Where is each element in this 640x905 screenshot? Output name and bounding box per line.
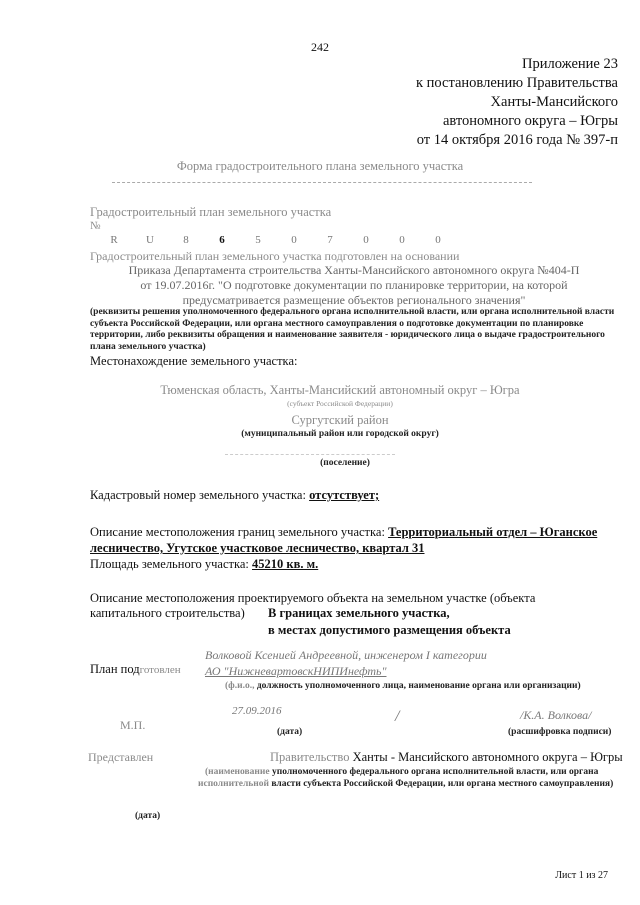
appendix-line-1: Приложение 23 (522, 56, 618, 72)
plan-code-cell: 0 (435, 234, 441, 246)
sheet-counter: Лист 1 из 27 (555, 870, 608, 881)
prepared-by-faded: готовлен (139, 664, 181, 676)
plan-code-cell: 0 (291, 234, 297, 246)
basis-line-1: Приказа Департамента строительства Ханты-Мансийского автономного округа №404-П (128, 263, 580, 277)
plan-code-cell: 5 (255, 234, 261, 246)
boundary-row (90, 524, 620, 540)
prepared-basis-label: Градостроительный план земельного участка подготовлен на основании (90, 249, 460, 263)
preparer-name-1: Волковой Ксенией Андреевной, инженером I категории (205, 648, 487, 662)
plan-code (96, 230, 456, 248)
submitted-value (270, 749, 623, 765)
basis-line-2: от 19.07.2016г. "О подготовке документации по планировке территории, на которой (140, 278, 568, 292)
cadastral-row (90, 487, 379, 503)
basis-note-line-1: (реквизиты решения уполномоченного федерального органа исполнительной власти, или органа исполнительной власти (90, 307, 615, 317)
cadastral-value: отсутствует; (309, 488, 380, 502)
object-line-1: Описание местоположения проектируемого объекта на земельном участке (объекта (90, 591, 536, 605)
submitted-note-1-text: уполномоченного федерального органа исполнительной власти, или органа (269, 767, 599, 777)
prepared-by-label (90, 661, 181, 678)
signature-decoding-note: (расшифровка подписи) (508, 727, 612, 737)
plan-code-cell: 0 (399, 234, 405, 246)
form-title: Форма градостроительного плана земельного участка (176, 159, 464, 173)
region-note: (субъект Российской Федерации) (287, 399, 393, 408)
location-label: Местонахождение земельного участка: (90, 354, 298, 368)
area-label: Площадь земельного участка: (90, 557, 249, 571)
basis-note-line-4: плана земельного участка) (90, 341, 206, 352)
submitted-value-text: Ханты - Мансийского автономного округа – Югры (349, 750, 623, 764)
appendix-line-3: Ханты-Мансийского (490, 94, 618, 110)
sign-date-note: (дата) (277, 727, 303, 737)
plan-code-cell: 7 (327, 234, 333, 246)
submitted-note-1-faded: (наименование (205, 767, 270, 777)
submitted-value-faded: Правительство (270, 750, 350, 764)
submitted-note-2-text: власти субъекта Российской Федерации, или органа местного самоуправления) (269, 779, 614, 789)
settlement-note: (поселение) (320, 458, 370, 468)
basis-note (90, 307, 620, 353)
plan-code-cell: 0 (363, 234, 369, 246)
basis-text (84, 263, 624, 308)
page-number: 242 (311, 40, 329, 54)
preparer-note (225, 681, 581, 693)
object-value-2: в местах допустимого размещения объекта (268, 623, 511, 637)
signature-mark: / (395, 708, 400, 725)
boundary-value-1: Территориальный отдел – Юганское (388, 525, 598, 539)
preparer-name-2: АО "НижневартовскНИПИнефть" (205, 664, 387, 678)
basis-line-3: предусматривается размещение объектов регионального значения" (182, 293, 526, 307)
preparer-note-text: должность уполномоченного лица, наименование органа или организации) (254, 681, 581, 691)
boundary-label: Описание местоположения границ земельного участка: (90, 525, 385, 539)
signer-name: /К.А. Волкова/ (520, 708, 592, 722)
preparer-note-faded: (ф.и.о., (225, 681, 255, 691)
district-note: (муниципальный район или городской округ) (241, 429, 439, 439)
object-value-1: В границах земельного участка, (268, 606, 450, 620)
district-value: Сургутский район (291, 413, 389, 427)
submitted-label: Представлен (88, 750, 154, 764)
submitted-note-2 (198, 779, 613, 791)
plan-code-cell: R (110, 234, 118, 246)
bottom-date-note: (дата) (135, 811, 161, 821)
object-line-2: капитального строительства) (90, 606, 245, 620)
appendix-header (416, 55, 618, 150)
prepared-by-text: План под (90, 662, 140, 676)
plan-code-cell: 8 (183, 234, 189, 246)
submitted-note-1 (205, 767, 598, 779)
plan-title: Градостроительный план земельного участка (90, 205, 332, 219)
submitted-note-2-faded: исполнительной (198, 779, 269, 789)
stamp-mark: М.П. (120, 718, 146, 732)
number-sign: № (90, 220, 101, 232)
area-value: 45210 кв. м. (252, 557, 319, 571)
appendix-line-5: от 14 октября 2016 года № 397-п (416, 132, 618, 148)
cadastral-label: Кадастровый номер земельного участка: (90, 488, 306, 502)
basis-note-line-3: территории, либо реквизиты обращения и наименование заявителя - юридического лица о выдаче градостроительного (90, 330, 605, 340)
appendix-line-2: к постановлению Правительства (416, 75, 618, 91)
appendix-line-4: автономного округа – Югры (442, 113, 618, 129)
plan-code-cell: 6 (219, 234, 225, 246)
plan-code-cell: U (146, 234, 154, 246)
area-row (90, 556, 318, 572)
sign-date: 27.09.2016 (232, 705, 282, 717)
basis-note-line-2: субъекта Российской Федерации, или органа местного самоуправления о подготовке документации по планировке (90, 318, 584, 329)
region-value: Тюменская область, Ханты-Мансийский автономный округ – Югра (160, 383, 520, 397)
boundary-value-2: лесничество, Угутское участковое лесничество, квартал 31 (90, 541, 425, 555)
